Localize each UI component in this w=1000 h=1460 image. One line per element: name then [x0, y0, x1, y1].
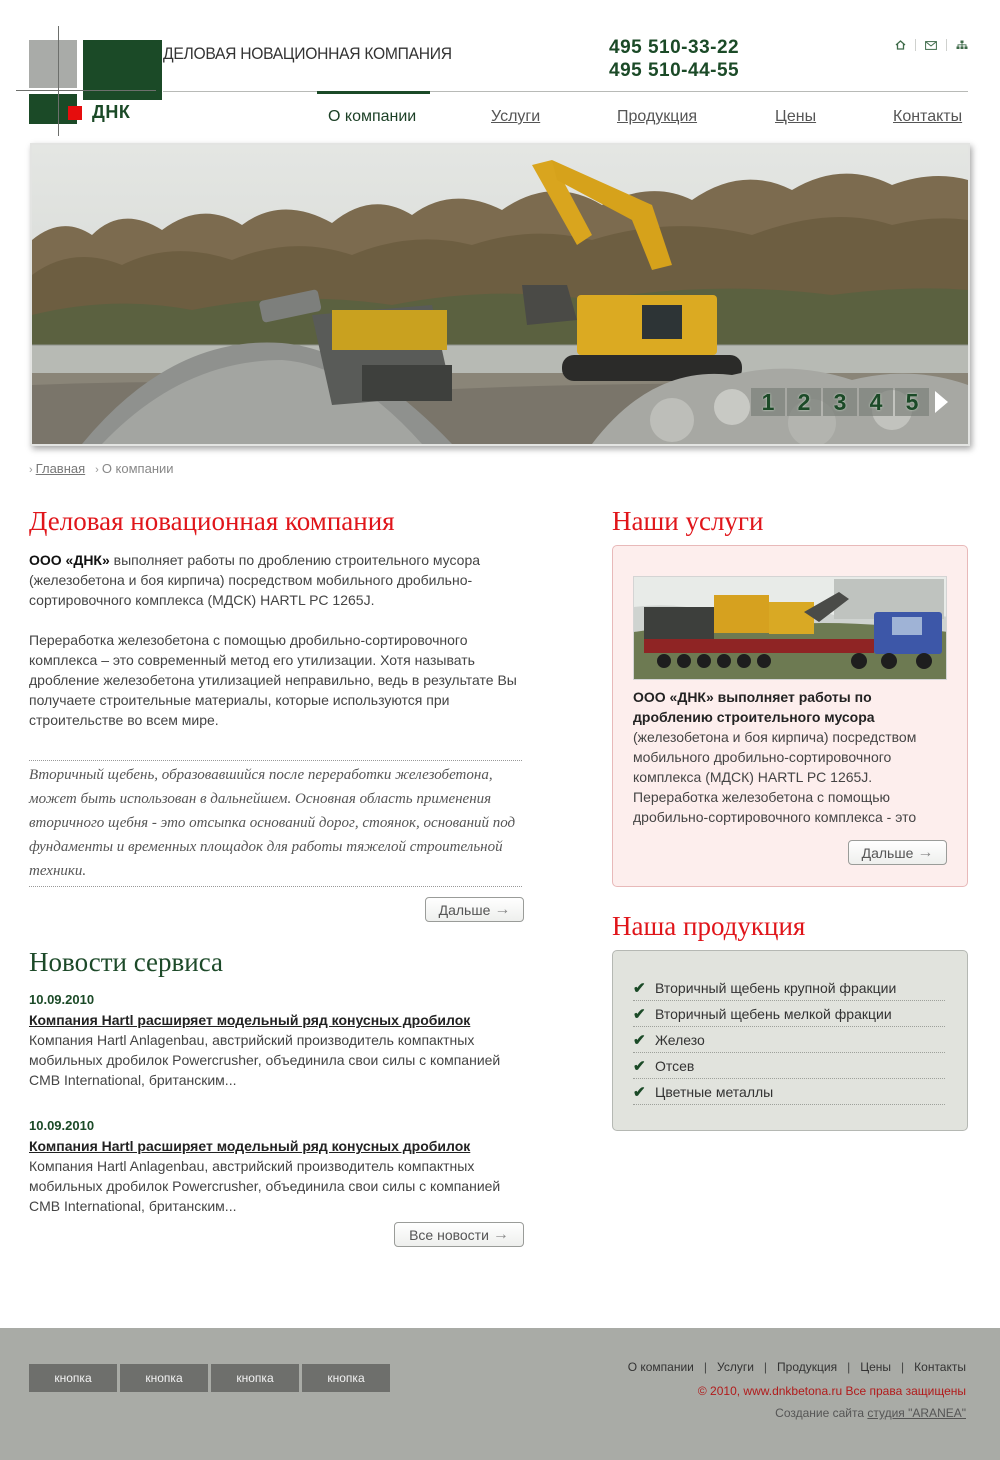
more-button-label: Дальше	[438, 901, 491, 918]
product-item-label: Железо	[655, 1031, 705, 1048]
footer-nav	[628, 1360, 966, 1374]
nav-item-prices[interactable]: Цены	[775, 108, 817, 125]
footer-button-4[interactable]: кнопка	[302, 1364, 390, 1392]
nav-item-about[interactable]: О компании	[328, 108, 417, 125]
nav-item-services[interactable]: Услуги	[491, 108, 541, 125]
services-text-bold: ООО «ДНК» выполняет работы по дроблению строительного мусора	[633, 689, 875, 725]
arrow-right-icon: →	[492, 1225, 509, 1243]
news-item	[29, 990, 519, 1090]
services-text	[633, 687, 953, 827]
quote-block	[29, 760, 522, 887]
intro-p1-text: выполняет работы по дроблению строительного мусора (железобетона и боя кирпича) посредством мобильного дробильно-сортировочного комплекса (МДСК) HARTL PC 1265J.	[29, 552, 481, 608]
hero-banner	[30, 143, 970, 446]
banner-page-5[interactable]: 5	[895, 388, 929, 416]
check-icon: ✔	[633, 1031, 646, 1049]
product-item[interactable]	[633, 1079, 945, 1105]
services-photo-image	[634, 577, 947, 680]
quote-text: Вторичный щебень, образовавшийся после переработки железобетона, может быть использован в дальнейшем. Основная область применения вторичного щебня - это отсыпка оснований дорог, стоянок, оснований под фундаменты и временных площадок для работы тяжелой строительной техники.	[29, 767, 516, 879]
news-item	[29, 1116, 519, 1216]
logo-green-square	[83, 40, 162, 100]
sitemap-icon[interactable]	[954, 38, 970, 52]
banner-pager	[751, 388, 948, 416]
banner-page-4[interactable]: 4	[859, 388, 893, 416]
breadcrumb-arrow-icon: ›	[95, 464, 99, 476]
services-box	[612, 545, 968, 887]
services-more-button-label: Дальше	[861, 844, 914, 861]
services-photo[interactable]	[633, 576, 947, 680]
product-item[interactable]	[633, 1001, 945, 1027]
footer-copyright: © 2010, www.dnkbetona.ru Все права защищены	[697, 1384, 966, 1398]
product-item-label: Цветные металлы	[655, 1083, 774, 1100]
phone-number-1: 495 510-33-22	[609, 37, 740, 58]
phone-numbers	[609, 36, 739, 82]
arrow-right-icon: →	[494, 900, 511, 918]
product-item-label: Вторичный щебень крупной фракции	[655, 979, 897, 996]
news-text: Компания Hartl Anlagenbau, австрийский производитель компактных мобильных дробилок Powercrusher, объединила свои силы с компанией CMB International, британским...	[29, 1158, 501, 1214]
news-headline-link[interactable]: Компания Hartl расширяет модельный ряд конусных дробилок	[29, 1012, 471, 1028]
nav-active-indicator	[317, 91, 430, 94]
breadcrumb-current: О компании	[101, 461, 174, 476]
footer-nav-separator: |	[901, 1360, 905, 1374]
news-text: Компания Hartl Anlagenbau, австрийский производитель компактных мобильных дробилок Powercrusher, объединила свои силы с компанией CMB International, британским...	[29, 1032, 501, 1088]
product-item[interactable]	[633, 975, 945, 1001]
breadcrumb-home-link[interactable]: Главная	[35, 461, 86, 476]
footer-button-2[interactable]: кнопка	[120, 1364, 208, 1392]
nav-item-contacts[interactable]: Контакты	[893, 108, 963, 125]
news-headline-link[interactable]: Компания Hartl расширяет модельный ряд конусных дробилок	[29, 1138, 471, 1154]
footer-nav-products[interactable]: Продукция	[777, 1360, 838, 1374]
breadcrumb	[29, 461, 174, 476]
nav-item-products[interactable]: Продукция	[617, 108, 698, 125]
banner-next-arrow-icon[interactable]	[935, 391, 948, 413]
footer-studio-link[interactable]: студия "ARANEA"	[867, 1406, 966, 1420]
phone-number-2: 495 510-44-55	[609, 60, 740, 81]
footer-nav-prices[interactable]: Цены	[860, 1360, 892, 1374]
footer-nav-services[interactable]: Услуги	[717, 1360, 754, 1374]
all-news-button-label: Все новости	[409, 1226, 489, 1243]
footer-credit-prefix: Создание сайта	[775, 1406, 868, 1420]
check-icon: ✔	[633, 1057, 646, 1075]
check-icon: ✔	[633, 979, 646, 997]
mail-icon[interactable]	[923, 38, 939, 52]
news-date: 10.09.2010	[29, 1118, 95, 1133]
product-item-label: Отсев	[655, 1057, 695, 1074]
footer-credit	[775, 1406, 966, 1420]
footer	[0, 1328, 1000, 1460]
product-item[interactable]	[633, 1053, 945, 1079]
intro-company-name: ООО «ДНК»	[29, 552, 110, 568]
main-nav	[0, 92, 1000, 132]
services-title: Наши услуги	[612, 506, 764, 536]
intro-paragraph-2: Переработка железобетона с помощью дробильно-сортировочного комплекса – это современный метод его утилизации. Хотя называть дробление железобетона утилизацией неправильно, ведь в результате Вы получаете строительные материалы, которые используются при строительстве во всем мире.	[29, 632, 517, 728]
intro-paragraph-1	[29, 550, 519, 610]
breadcrumb-home-wrap	[29, 461, 85, 476]
breadcrumb-current-wrap	[95, 461, 173, 476]
intro-text	[29, 550, 519, 730]
more-button[interactable]	[425, 897, 524, 922]
product-item[interactable]	[633, 1027, 945, 1053]
icon-separator	[915, 39, 916, 51]
banner-page-1[interactable]: 1	[751, 388, 785, 416]
footer-button-3[interactable]: кнопка	[211, 1364, 299, 1392]
product-item-label: Вторичный щебень мелкой фракции	[655, 1005, 892, 1022]
news-title: Новости сервиса	[29, 947, 224, 977]
company-tagline: ДЕЛОВАЯ НОВАЦИОННАЯ КОМПАНИЯ	[163, 44, 452, 63]
top-icons	[892, 38, 970, 52]
footer-nav-separator: |	[763, 1360, 768, 1374]
logo-gray-square	[29, 40, 77, 88]
news-date: 10.09.2010	[29, 992, 95, 1007]
all-news-button[interactable]	[394, 1222, 524, 1247]
footer-nav-separator: |	[703, 1360, 708, 1374]
check-icon: ✔	[633, 1005, 646, 1023]
banner-page-3[interactable]: 3	[823, 388, 857, 416]
footer-nav-contacts[interactable]: Контакты	[914, 1360, 966, 1374]
products-title: Наша продукция	[612, 911, 806, 941]
breadcrumb-arrow-icon: ›	[29, 464, 33, 476]
page-title: Деловая новационная компания	[29, 506, 395, 536]
icon-separator	[946, 39, 947, 51]
logo-horizontal-line	[16, 90, 156, 91]
services-more-button[interactable]	[848, 840, 947, 865]
banner-page-2[interactable]: 2	[787, 388, 821, 416]
footer-nav-separator: |	[847, 1360, 851, 1374]
arrow-right-icon: →	[917, 843, 934, 861]
logo-brand-text: ДНК	[92, 102, 131, 122]
footer-nav-about[interactable]: О компании	[627, 1360, 694, 1374]
products-box	[612, 950, 968, 1131]
home-icon[interactable]	[892, 38, 908, 52]
check-icon: ✔	[633, 1083, 646, 1101]
footer-button-1[interactable]: кнопка	[29, 1364, 117, 1392]
services-text-rest: (железобетона и боя кирпича) посредством мобильного дробильно-сортировочного комплекса (МДСК) HARTL PC 1265J. Переработка железобетона с помощью дробильно-сортировочного комплекса - это	[633, 729, 917, 825]
